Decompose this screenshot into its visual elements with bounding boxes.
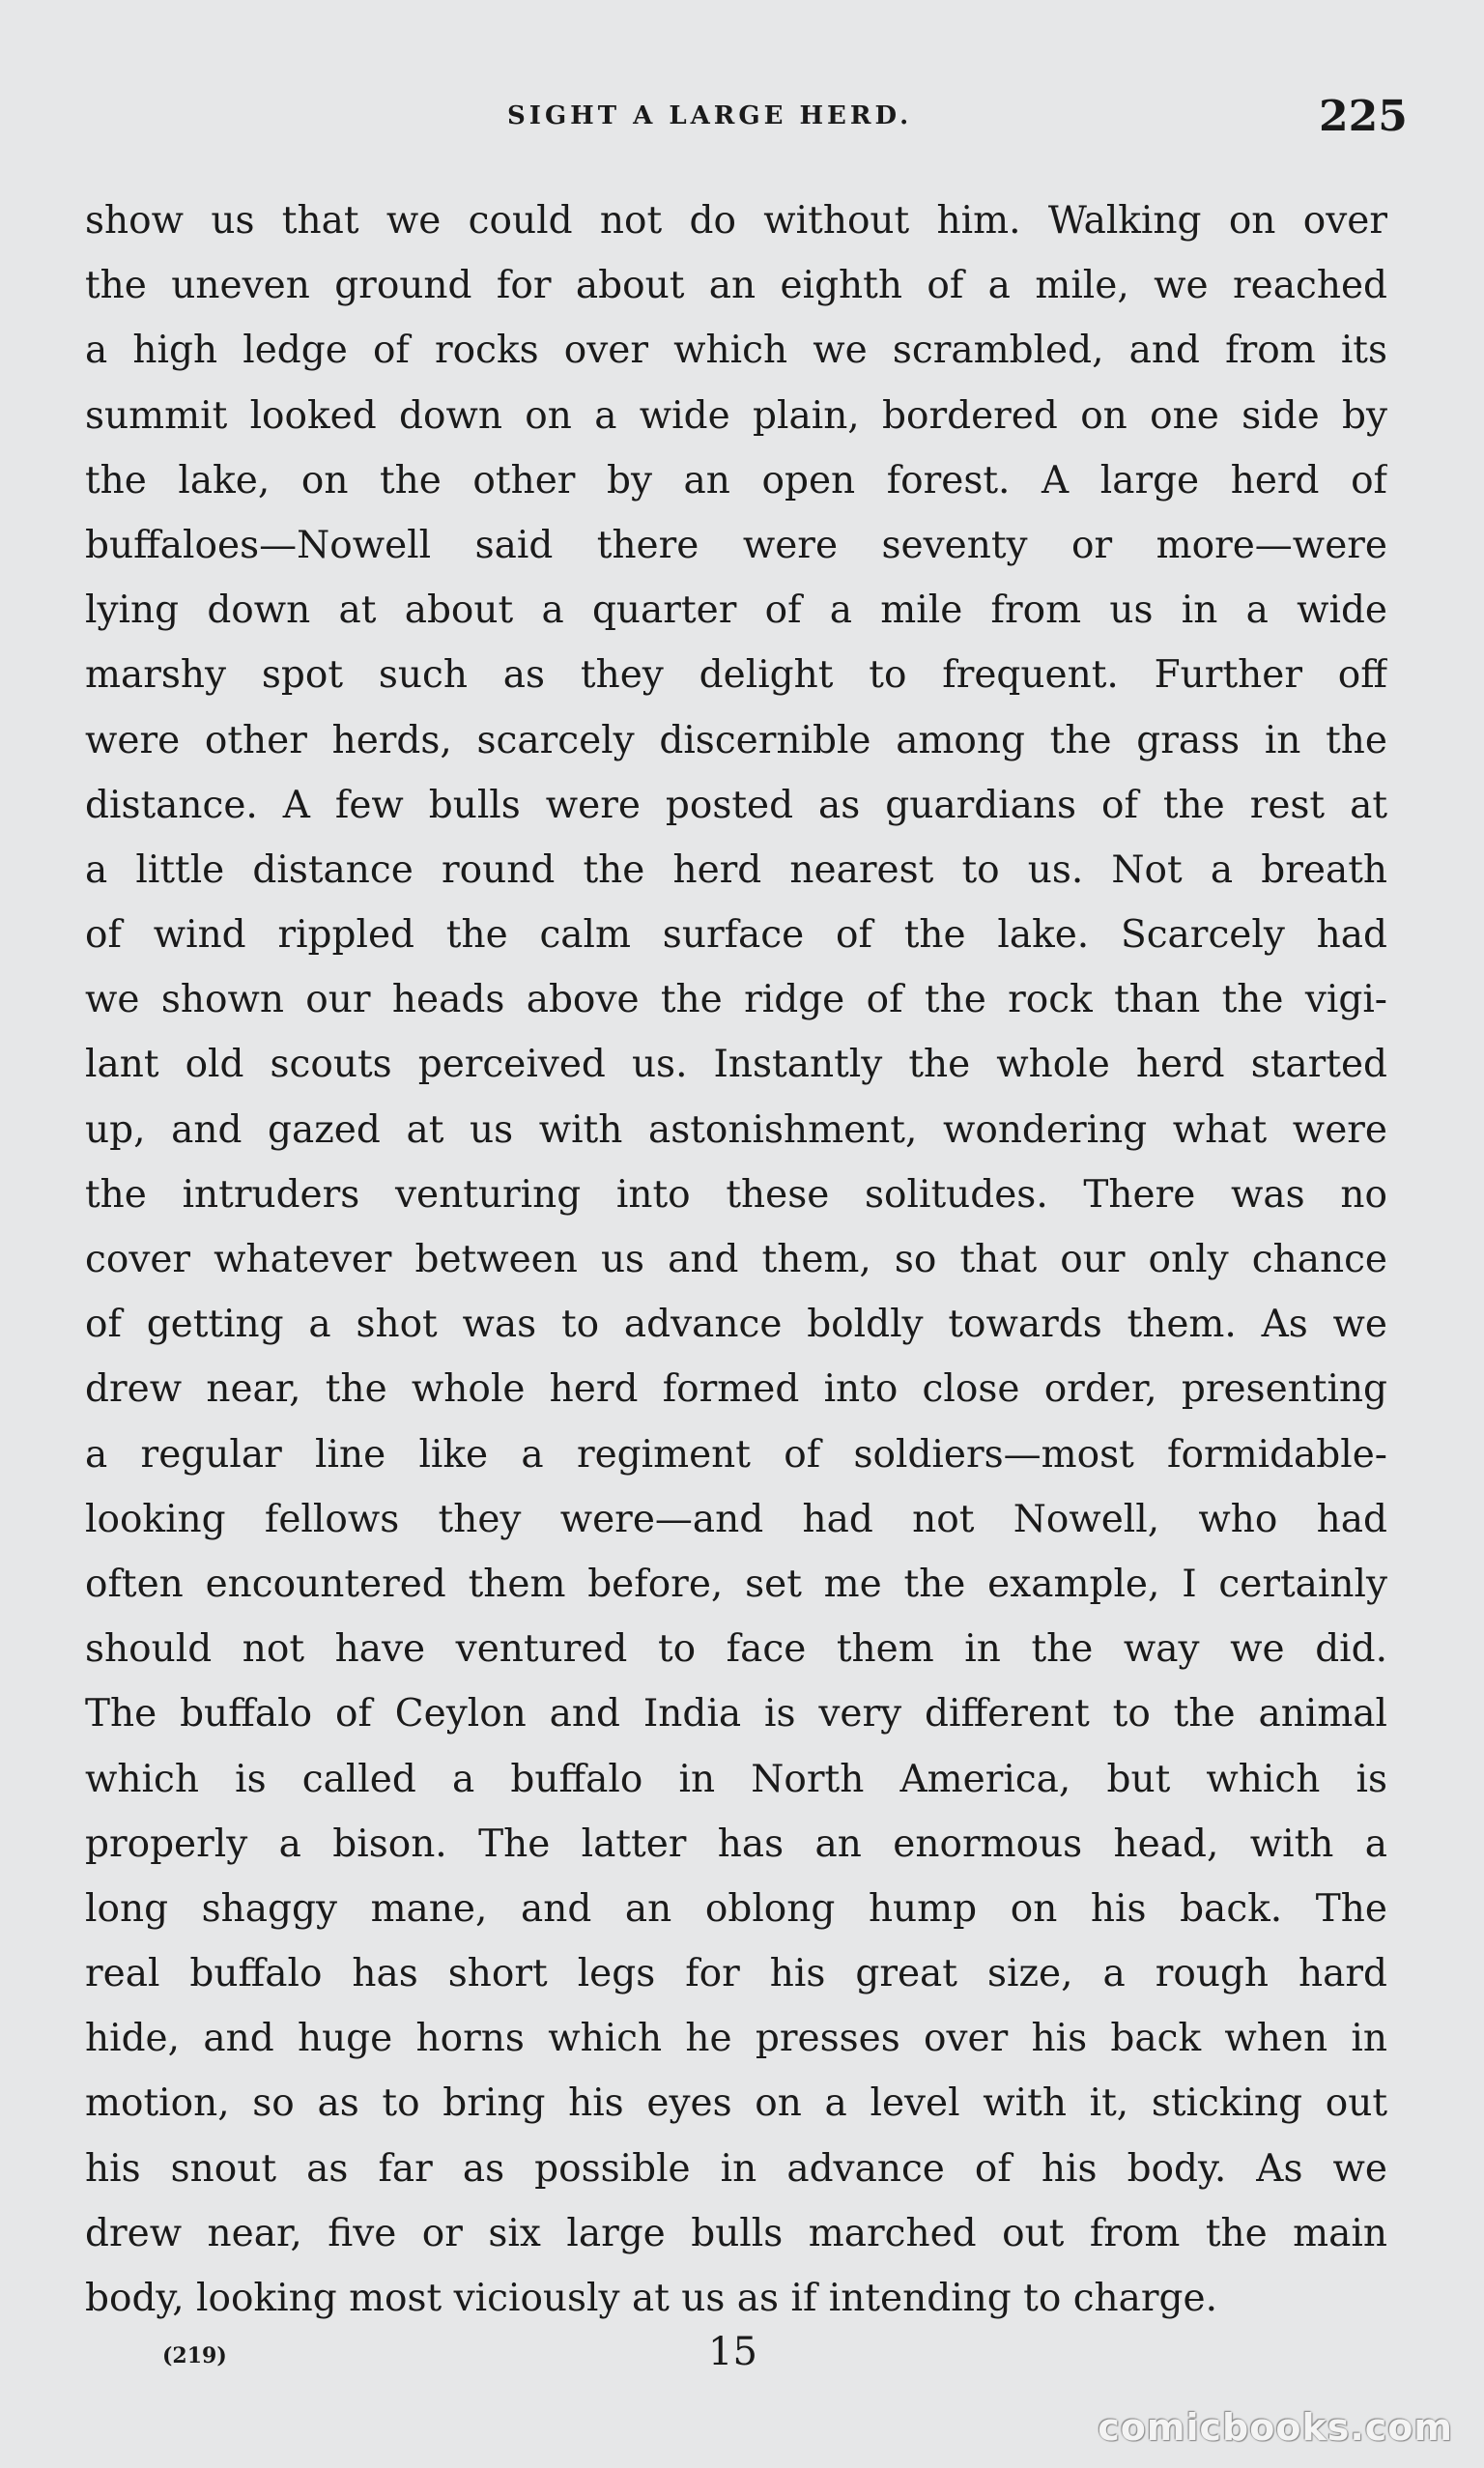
text-line: body, looking most viciously at us as if intending to charge. [85,2277,1217,2320]
text-line: motion, so as to bring his eyes on a level with it, sticking out [85,2081,1387,2126]
sheet-number: 15 [708,2330,757,2374]
text-line: the lake, on the other by an open forest. A large herd of [85,458,1387,502]
text-line: hide, and huge horns which he presses over his back when in [85,2017,1387,2061]
page-footer [0,2324,1484,2382]
running-title: SIGHT A LARGE HERD. [507,101,913,130]
signature-mark: (219) [162,2343,227,2368]
text-line: the intruders venturing into these solitudes. There was no [85,1172,1387,1217]
body-text [85,188,1387,2331]
text-line: drew near, five or six large bulls marched out from the main [85,2211,1387,2255]
text-line: the uneven ground for about an eighth of a mile, we reached [85,264,1387,308]
text-line: his snout as far as possible in advance of his body. As we [85,2146,1387,2191]
text-line: summit looked down on a wide plain, bordered on one side by [85,393,1387,438]
text-line: a high ledge of rocks over which we scrambled, and from its [85,329,1387,373]
text-line: lying down at about a quarter of a mile from us in a wide [85,588,1387,633]
text-line: a regular line like a regiment of soldiers—most formidable- [85,1432,1387,1477]
text-line: distance. A few bulls were posted as guardians of the rest at [85,783,1387,827]
text-line: which is called a buffalo in North America, but which is [85,1757,1387,1801]
watermark: comicbooks.com [1098,2406,1453,2449]
text-line: lant old scouts perceived us. Instantly the whole herd started [85,1043,1387,1087]
text-line: a little distance round the herd nearest to us. Not a breath [85,847,1387,892]
text-line: of wind rippled the calm surface of the lake. Scarcely had [85,913,1387,958]
text-line: were other herds, scarcely discernible among the grass in the [85,718,1387,762]
text-line: we shown our heads above the ridge of the rock than the vigi- [85,978,1387,1022]
text-line: often encountered them before, set me the example, I certainly [85,1562,1387,1606]
text-line: marshy spot such as they delight to frequent. Further off [85,653,1387,698]
text-line: cover whatever between us and them, so that our only chance [85,1238,1387,1281]
text-line: drew near, the whole herd formed into close order, presenting [85,1367,1387,1412]
text-line: show us that we could not do without him. Walking on over [85,199,1387,243]
page-number: 225 [1319,92,1408,141]
text-line: The buffalo of Ceylon and India is very different to the animal [85,1692,1387,1736]
text-line: up, and gazed at us with astonishment, wondering what were [85,1107,1387,1152]
text-line: long shaggy mane, and an oblong hump on his back. The [85,1886,1387,1931]
text-line: of getting a shot was to advance boldly towards them. As we [85,1303,1387,1347]
text-line: buffaloes—Nowell said there were seventy or more—were [85,523,1387,567]
running-head [0,92,1484,150]
text-line: looking fellows they were—and had not Nowell, who had [85,1497,1387,1541]
text-line: should not have ventured to face them in the way we did. [85,1627,1387,1672]
text-line: real buffalo has short legs for his great size, a rough hard [85,1952,1387,1996]
text-line: properly a bison. The latter has an enormous head, with a [85,1822,1387,1866]
